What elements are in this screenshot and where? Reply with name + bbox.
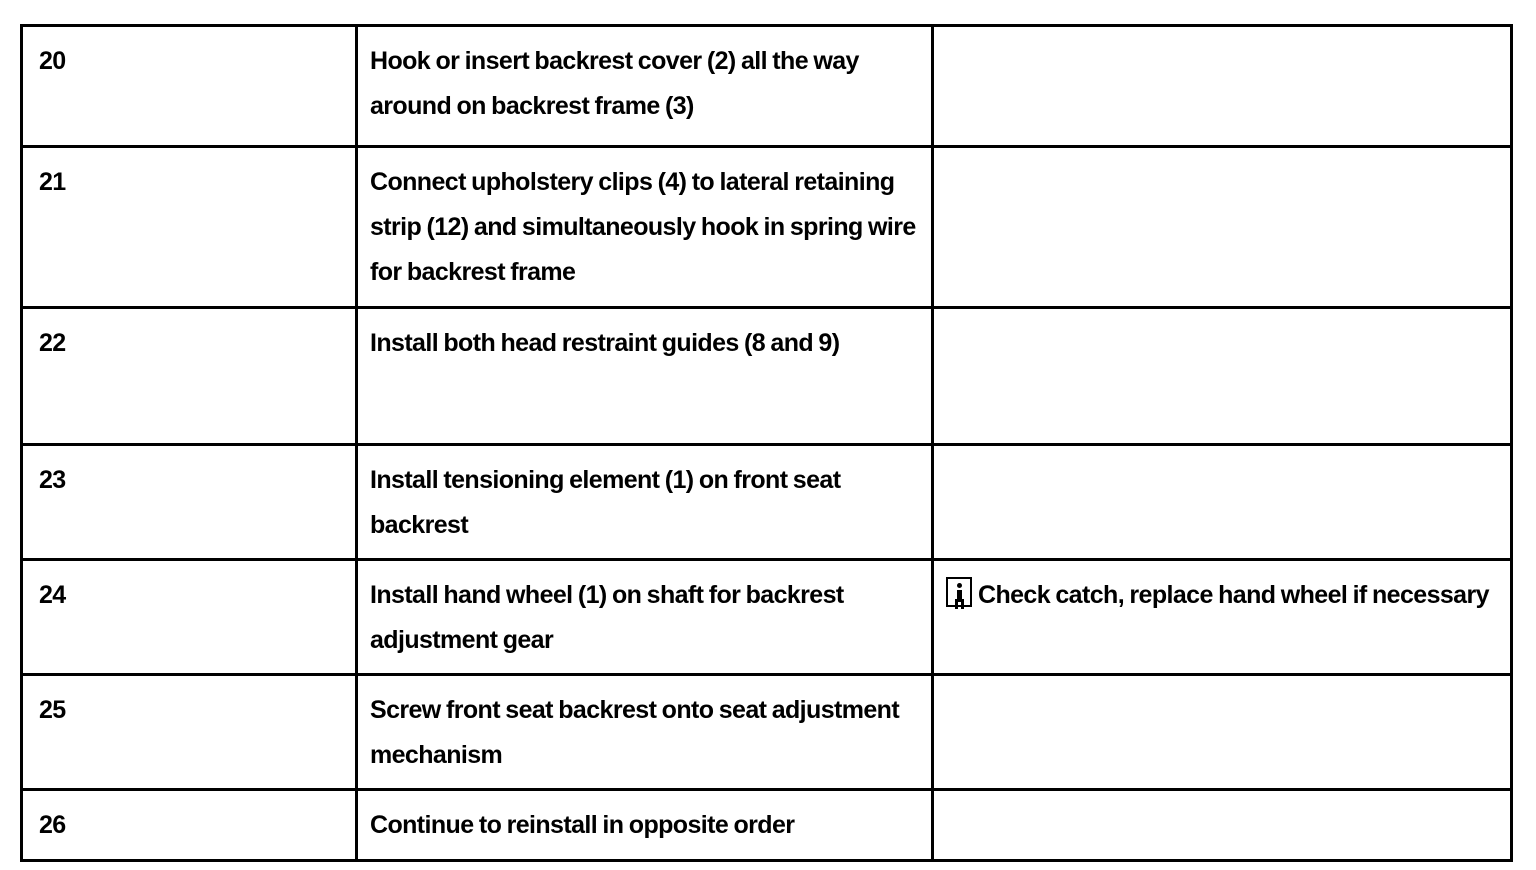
step-note <box>933 790 1512 861</box>
table-row <box>22 147 1512 308</box>
step-number: 24 <box>22 560 357 675</box>
step-note <box>933 308 1512 445</box>
step-action: Hook or insert backrest cover (2) all the way around on backrest frame (3) <box>357 26 933 147</box>
step-number: 25 <box>22 675 357 790</box>
step-number: 20 <box>22 26 357 147</box>
step-action: Install hand wheel (1) on shaft for backrest adjustment gear <box>357 560 933 675</box>
procedure-table-container <box>20 24 1510 862</box>
step-number: 21 <box>22 147 357 308</box>
table-row <box>22 790 1512 861</box>
table-row <box>22 675 1512 790</box>
step-note <box>933 26 1512 147</box>
table-row <box>22 26 1512 147</box>
step-action: Connect upholstery clips (4) to lateral retaining strip (12) and simultaneously hook in spring wire for backrest frame <box>357 147 933 308</box>
step-action: Continue to reinstall in opposite order <box>357 790 933 861</box>
step-action: Install both head restraint guides (8 and 9) <box>357 308 933 445</box>
table-row <box>22 308 1512 445</box>
step-number: 26 <box>22 790 357 861</box>
step-number: 23 <box>22 445 357 560</box>
step-note <box>933 560 1512 675</box>
step-action: Screw front seat backrest onto seat adjustment mechanism <box>357 675 933 790</box>
table-row <box>22 445 1512 560</box>
step-action: Install tensioning element (1) on front seat backrest <box>357 445 933 560</box>
step-note <box>933 675 1512 790</box>
step-note <box>933 445 1512 560</box>
info-icon <box>946 577 972 607</box>
step-note-text: Check catch, replace hand wheel if necessary <box>978 581 1489 609</box>
step-number: 22 <box>22 308 357 445</box>
table-row <box>22 560 1512 675</box>
step-note <box>933 147 1512 308</box>
procedure-table <box>20 24 1513 862</box>
